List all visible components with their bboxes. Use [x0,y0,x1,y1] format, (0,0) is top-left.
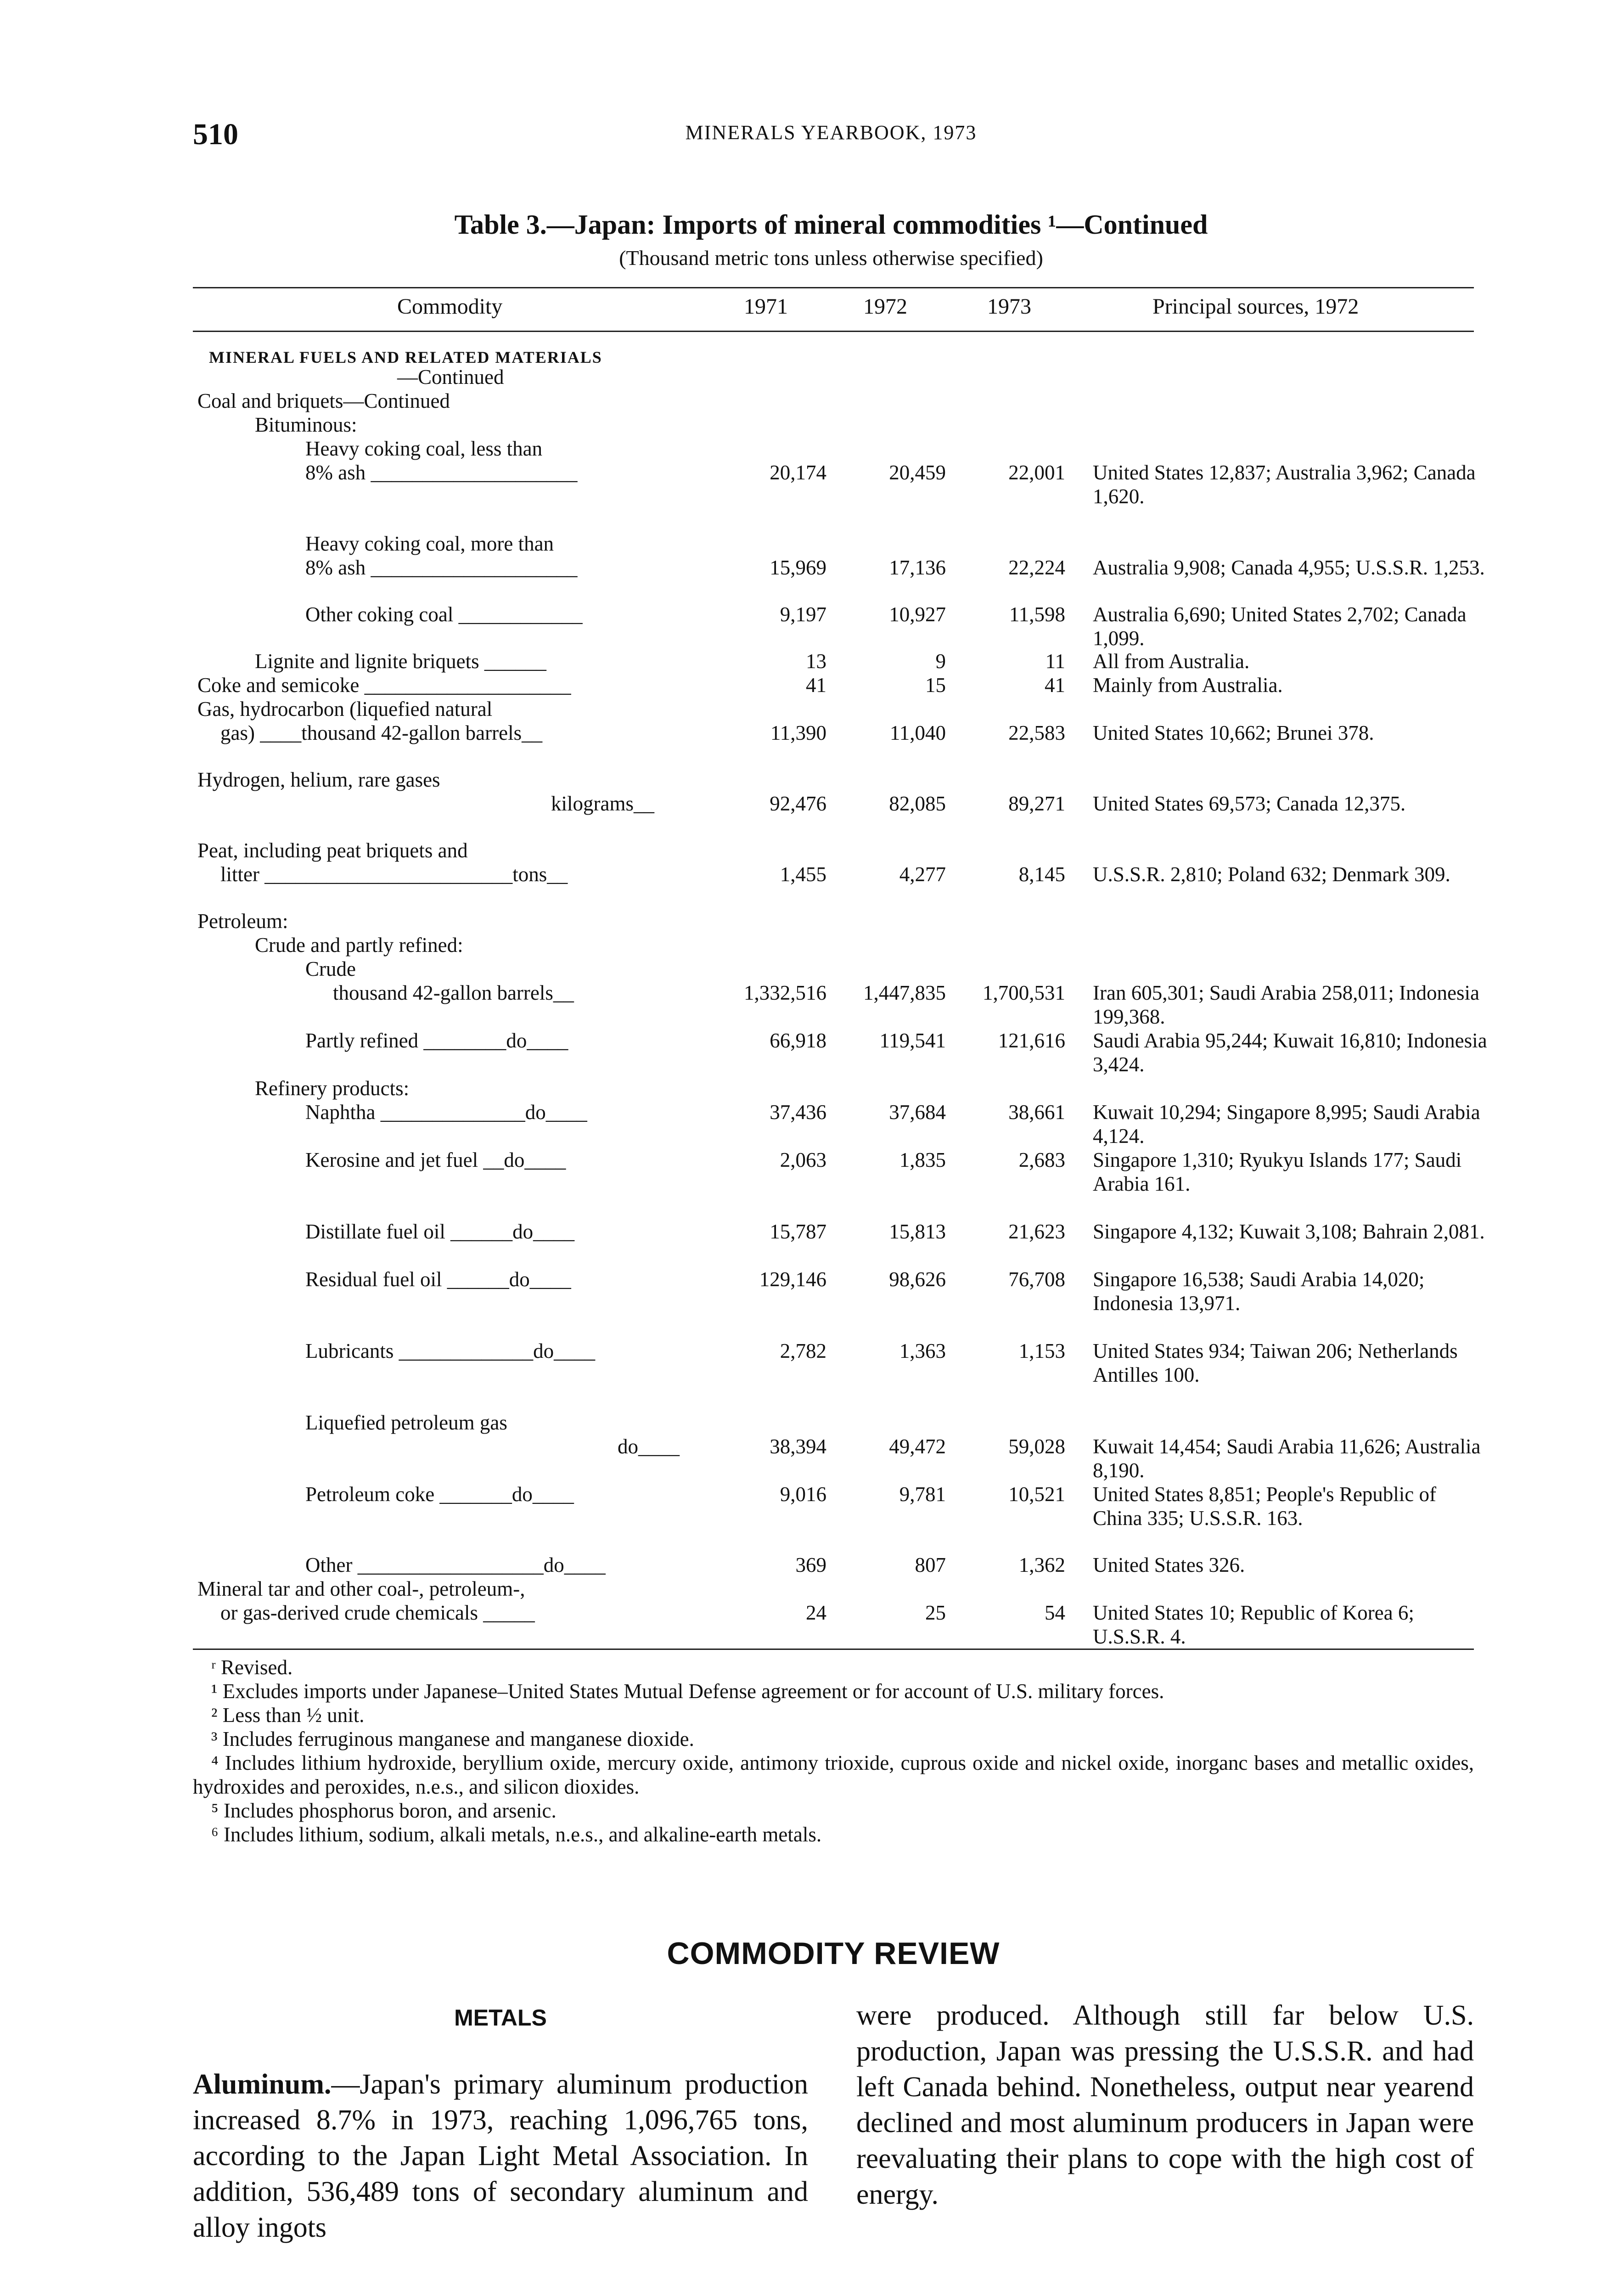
cell-1973: 41 [1045,674,1065,697]
cell-1973: 54 [1045,1601,1065,1624]
cell-sources: United States 8,851; People's Republic of China 335; U.S.S.R. 163. [1093,1483,1437,1530]
cell-sources: Singapore 1,310; Ryukyu Islands 177; Saudi Arabia 161. [1093,1148,1462,1195]
cell-1973: 22,001 [1008,461,1065,484]
cell-1973: 10,521 [1008,1483,1065,1506]
cell-1973: 76,708 [1008,1268,1065,1291]
row-label: Petroleum coke _______do____ [305,1483,574,1506]
row-label: Mineral tar and other coal-, petroleum-, [197,1577,525,1600]
cell-1972: 15 [925,674,946,697]
cell-sources: U.S.S.R. 2,810; Poland 632; Denmark 309. [1093,863,1450,886]
cell-sources: United States 10,662; Brunei 378. [1093,721,1374,744]
row-label: Heavy coking coal, more than [305,532,554,555]
cell-1972: 807 [915,1553,946,1576]
row-label: Lubricants _____________do____ [305,1339,596,1362]
cell-sources: United States 69,573; Canada 12,375. [1093,792,1406,815]
footnote: ʳ Revised. [211,1656,293,1679]
cell-1973: 1,153 [1018,1339,1065,1362]
row-label: Peat, including peat briquets and [197,839,468,862]
row-label-cont: kilograms__ [551,792,654,815]
footnote: ⁵ Includes phosphorus boron, and arsenic. [211,1799,556,1822]
cell-1973: 38,661 [1008,1101,1065,1124]
footnote: ¹ Excludes imports under Japanese–United States Mutual Defense agreement or for account of U.S. military forces. [211,1680,1164,1703]
cell-1972: 25 [925,1601,946,1624]
cell-1971: 38,394 [770,1435,826,1458]
cell-sources: United States 12,837; Australia 3,962; Canada 1,620. [1093,461,1476,508]
cell-1972: 119,541 [879,1029,946,1052]
row-label: Hydrogen, helium, rare gases [197,768,440,791]
group-bituminous: Bituminous: [255,413,357,436]
cell-1971: 1,332,516 [744,981,826,1004]
row-label-cont: 8% ash ____________________ [305,461,578,484]
table-bottom-rule [193,1649,1474,1650]
footnotes [193,1655,1474,1846]
group-petroleum: Petroleum: [197,910,288,933]
cell-1972: 15,813 [889,1220,946,1243]
row-label-cont: or gas-derived crude chemicals _____ [220,1601,535,1624]
cell-1971: 41 [806,674,826,697]
cell-1971: 24 [806,1601,826,1624]
table-header-rule [193,331,1474,332]
group-refinery-products: Refinery products: [255,1077,410,1100]
cell-1972: 1,363 [899,1339,946,1362]
row-label: Gas, hydrocarbon (liquefied natural [197,698,493,720]
running-head [193,117,1469,154]
footnote: ² Less than ½ unit. [211,1704,365,1727]
cell-1971: 92,476 [770,792,826,815]
cell-1971: 9,197 [780,603,826,626]
cell-1971: 9,016 [780,1483,826,1506]
aluminum-run-in-head: Aluminum. [193,2069,332,2100]
footnote: ³ Includes ferruginous manganese and manganese dioxide. [211,1728,694,1750]
sub-heading: METALS [454,2005,547,2031]
row-label: Coke and semicoke ____________________ [197,674,571,697]
column-header-sources: Principal sources, 1972 [1152,294,1359,319]
row-label: Kerosine and jet fuel __do____ [305,1148,566,1171]
cell-1971: 66,918 [770,1029,826,1052]
cell-1973: 22,583 [1008,721,1065,744]
cell-1972: 1,835 [899,1148,946,1171]
section-heading: COMMODITY REVIEW [667,1936,1000,1971]
section-label: MINERAL FUELS AND RELATED MATERIALS [209,348,602,366]
table-top-rule [193,287,1474,288]
row-label-cont: thousand 42-gallon barrels__ [333,981,574,1004]
cell-1973: 21,623 [1008,1220,1065,1243]
cell-1971: 20,174 [770,461,826,484]
cell-sources: Iran 605,301; Saudi Arabia 258,011; Indonesia 199,368. [1093,981,1479,1028]
cell-1972: 4,277 [899,863,946,886]
cell-1971: 37,436 [770,1101,826,1124]
cell-1973: 11 [1045,650,1065,673]
cell-sources: United States 10; Republic of Korea 6; U.S.S.R. 4. [1093,1601,1414,1648]
cell-1972: 9 [935,650,946,673]
cell-1971: 11,390 [770,721,826,744]
cell-1972: 17,136 [889,556,946,579]
cell-1973: 1,700,531 [983,981,1065,1004]
cell-1971: 1,455 [780,863,826,886]
row-label: Liquefied petroleum gas [305,1411,507,1434]
column-header-1972: 1972 [863,294,907,319]
row-label: Partly refined ________do____ [305,1029,568,1052]
footnote: ⁴ Includes lithium hydroxide, beryllium oxide, mercury oxide, antimony trioxide, cuprous oxide and nickel oxide, inorganc bases and metallic oxides, hydroxides and peroxides, n.e.s., and silicon dioxides. [193,1751,1474,1798]
cell-1972: 11,040 [889,721,946,744]
cell-1972: 10,927 [889,603,946,626]
footnote: ⁶ Includes lithium, sodium, alkali metals, n.e.s., and alkaline-earth metals. [211,1823,822,1846]
cell-1973: 11,598 [1009,603,1065,626]
section-continued: —Continued [397,366,504,388]
row-label: Crude [305,957,356,980]
cell-1972: 20,459 [889,461,946,484]
cell-1973: 59,028 [1008,1435,1065,1458]
row-label-cont: gas) ____thousand 42-gallon barrels__ [220,721,543,744]
left-paragraph: —Japan's primary aluminum production increased 8.7% in 1973, reaching 1,096,765 tons, according to the Japan Light Metal Association. In addition, 536,489 tons of secondary aluminum and alloy ingots [193,2069,808,2243]
cell-1972: 37,684 [889,1101,946,1124]
table-subtitle: (Thousand metric tons unless otherwise specified) [619,246,1043,270]
row-label: Distillate fuel oil ______do____ [305,1220,575,1243]
row-label-cont: litter ________________________tons__ [220,863,568,886]
cell-1972: 98,626 [889,1268,946,1291]
cell-1972: 49,472 [889,1435,946,1458]
column-header-1971: 1971 [744,294,788,319]
cell-1971: 2,782 [780,1339,826,1362]
cell-1973: 121,616 [998,1029,1065,1052]
cell-1971: 2,063 [780,1148,826,1171]
row-label: Residual fuel oil ______do____ [305,1268,571,1291]
row-label-cont: 8% ash ____________________ [305,556,578,579]
cell-1971: 369 [795,1553,826,1576]
cell-1971: 13 [806,650,826,673]
column-header-1973: 1973 [987,294,1031,319]
cell-1971: 15,969 [770,556,826,579]
row-label: Heavy coking coal, less than [305,437,543,460]
cell-sources: Australia 6,690; United States 2,702; Canada 1,099. [1093,603,1467,650]
cell-1973: 89,271 [1008,792,1065,815]
cell-sources: Mainly from Australia. [1093,674,1283,697]
cell-sources: All from Australia. [1093,650,1250,673]
row-label-cont: do____ [618,1435,680,1458]
cell-1972: 1,447,835 [863,981,946,1004]
row-label: Naphtha ______________do____ [305,1101,587,1124]
cell-sources: Kuwait 10,294; Singapore 8,995; Saudi Arabia 4,124. [1093,1101,1480,1148]
cell-1973: 22,224 [1008,556,1065,579]
cell-1973: 2,683 [1018,1148,1065,1171]
cell-sources: Singapore 4,132; Kuwait 3,108; Bahrain 2,081. [1093,1220,1485,1243]
cell-1972: 9,781 [899,1483,946,1506]
cell-1972: 82,085 [889,792,946,815]
cell-sources: Singapore 16,538; Saudi Arabia 14,020; Indonesia 13,971. [1093,1268,1425,1315]
table-title: Table 3.—Japan: Imports of mineral commodities ¹—Continued [454,209,1208,240]
cell-sources: Kuwait 14,454; Saudi Arabia 11,626; Australia 8,190. [1093,1435,1481,1482]
group-crude-partly: Crude and partly refined: [255,934,463,957]
row-label: Other __________________do____ [305,1553,606,1576]
cell-sources: Saudi Arabia 95,244; Kuwait 16,810; Indonesia 3,424. [1093,1029,1487,1076]
row-label: Lignite and lignite briquets ______ [255,650,546,673]
left-column-text [193,2066,808,2245]
right-column-text: were produced. Although still far below U.S. production, Japan was pressing the U.S.S.R. and had left Canada behind. Nonetheless, output near yearend declined and most aluminum producers in Japan were reevaluating their plans to cope with the high cost of energy. [856,2000,1474,2210]
running-title: MINERALS YEARBOOK, 1973 [685,121,977,144]
cell-1973: 1,362 [1018,1553,1065,1576]
group-coal: Coal and briquets—Continued [197,389,450,412]
cell-sources: Australia 9,908; Canada 4,955; U.S.S.R. 1,253. [1093,556,1485,579]
page-number: 510 [193,118,238,151]
cell-1973: 8,145 [1018,863,1065,886]
cell-sources: United States 326. [1093,1553,1245,1576]
cell-sources: United States 934; Taiwan 206; Netherlands Antilles 100. [1093,1339,1458,1386]
column-header-commodity: Commodity [397,294,503,319]
row-label: Other coking coal ____________ [305,603,583,626]
cell-1971: 15,787 [770,1220,826,1243]
cell-1971: 129,146 [759,1268,826,1291]
